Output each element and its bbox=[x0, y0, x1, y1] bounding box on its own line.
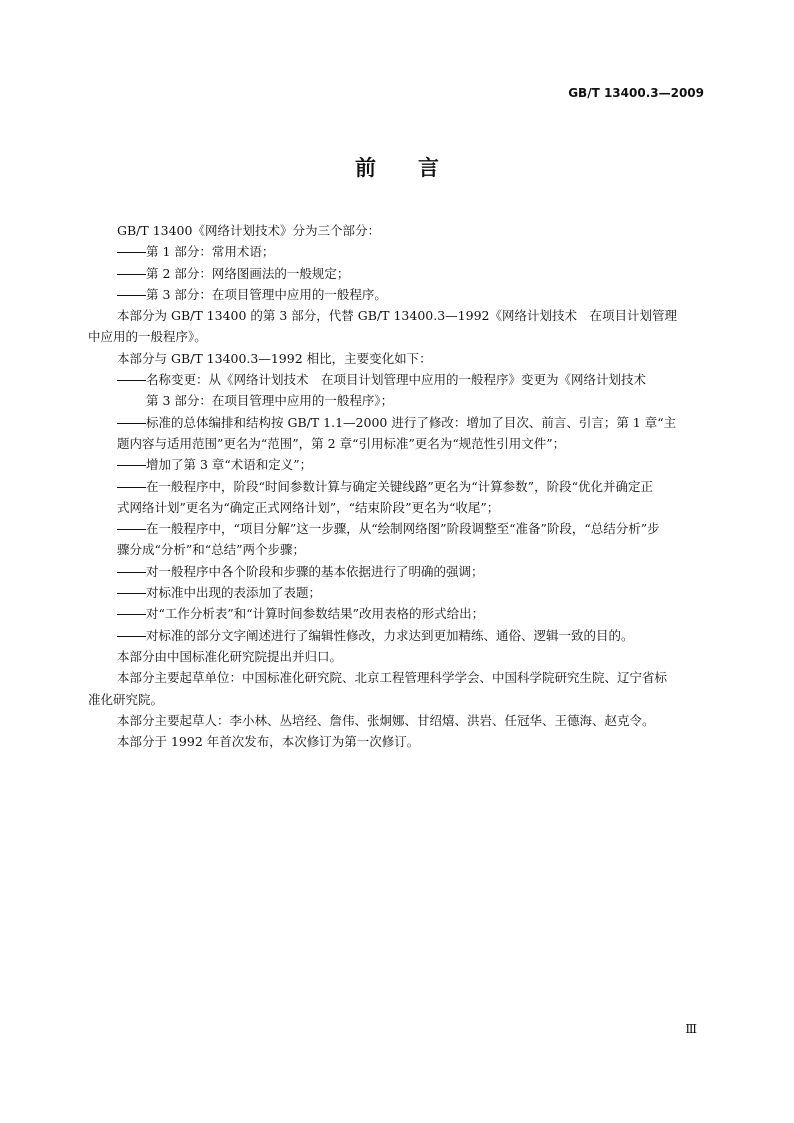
dash-mark bbox=[117, 465, 146, 466]
list-item-text: 增加了第 3 章“术语和定义”； bbox=[146, 457, 313, 473]
dash-mark bbox=[117, 572, 146, 573]
dash-mark bbox=[117, 487, 146, 488]
list-item-continuation: 骤分成“分析”和“总结”两个步骤； bbox=[117, 542, 306, 558]
dash-mark bbox=[117, 636, 146, 637]
paragraph-line: 本部分由中国标准化研究院提出并归口。 bbox=[117, 648, 343, 664]
paragraph-line: 本部分与 GB/T 13400.3—1992 相比，主要变化如下： bbox=[117, 350, 432, 366]
paragraph-line: 本部分于 1992 年首次发布，本次修订为第一次修订。 bbox=[117, 734, 420, 750]
list-item-text: 对“工作分析表”和“计算时间参数结果”改用表格的形式给出； bbox=[146, 606, 485, 622]
list-item-text: 第 2 部分：网络图画法的一般规定； bbox=[146, 265, 350, 281]
list-item-text: 对标准的部分文字阐述进行了编辑性修改，力求达到更加精练、通俗、逻辑一致的目的。 bbox=[146, 627, 634, 643]
dash-mark bbox=[117, 252, 146, 253]
list-item bbox=[117, 476, 707, 497]
dash-mark bbox=[117, 423, 146, 424]
paragraph-line: 本部分为 GB/T 13400 的第 3 部分，代替 GB/T 13400.3—1992《网络计划技术 在项目计划管理 bbox=[117, 308, 677, 324]
list-item bbox=[117, 454, 707, 475]
list-item bbox=[117, 561, 707, 582]
list-item bbox=[117, 284, 707, 305]
dash-mark bbox=[117, 274, 146, 275]
list-item-text: 在一般程序中，阶段“时间参数计算与确定关键线路”更名为“计算参数”，阶段“优化并确定正 bbox=[146, 478, 653, 494]
dash-mark bbox=[117, 529, 146, 530]
list-item bbox=[117, 625, 707, 646]
paragraph-line: 准化研究院。 bbox=[88, 691, 164, 707]
list-item-text: 第 3 部分：在项目管理中应用的一般程序。 bbox=[146, 286, 387, 302]
list-item-text: 标准的总体编排和结构按 GB/T 1.1—2000 进行了修改：增加了目次、前言、引言；第 1 章“主 bbox=[146, 414, 677, 430]
list-item bbox=[117, 241, 707, 262]
paragraph-line: 中应用的一般程序》。 bbox=[88, 329, 207, 345]
list-item bbox=[117, 412, 707, 433]
list-item-text: 对标准中出现的表添加了表题； bbox=[146, 585, 322, 601]
list-item-continuation: 式网络计划”更名为“确定正式网络计划”，“结束阶段”更名为“收尾”； bbox=[117, 499, 500, 515]
list-item bbox=[117, 263, 707, 284]
dash-mark bbox=[117, 295, 146, 296]
list-item-text: 第 1 部分：常用术语； bbox=[146, 244, 275, 260]
list-item-continuation: 题内容与适用范围”更名为“范围”，第 2 章“引用标准”更名为“规范性引用文件”； bbox=[117, 435, 566, 451]
paragraph-line: 本部分主要起草单位：中国标准化研究院、北京工程管理科学学会、中国科学院研究生院、辽宁省标 bbox=[117, 670, 668, 686]
list-item-text: 对一般程序中各个阶段和步骤的基本依据进行了明确的强调； bbox=[146, 563, 484, 579]
list-item bbox=[117, 582, 707, 603]
dash-mark bbox=[117, 380, 146, 381]
paragraph-line: GB/T 13400《网络计划技术》分为三个部分： bbox=[117, 223, 380, 238]
list-item bbox=[117, 603, 707, 624]
foreword-body bbox=[88, 220, 707, 752]
list-item bbox=[117, 518, 707, 539]
standard-number: GB/T 13400.3—2009 bbox=[568, 86, 704, 100]
list-item-text: 在一般程序中，“项目分解”这一步骤，从“绘制网络图”阶段调整至“准备”阶段，“总结分析”步 bbox=[146, 521, 660, 537]
paragraph-line: 本部分主要起草人：李小林、丛培经、詹伟、张炯娜、甘绍熺、洪岩、任冠华、王德海、赵克令。 bbox=[117, 712, 655, 728]
list-item bbox=[117, 369, 707, 390]
list-item-continuation: 第 3 部分：在项目管理中应用的一般程序》； bbox=[146, 393, 394, 409]
page-title: 前言 bbox=[355, 156, 481, 180]
dash-mark bbox=[117, 614, 146, 615]
dash-mark bbox=[117, 593, 146, 594]
list-item-text: 名称变更：从《网络计划技术 在项目计划管理中应用的一般程序》变更为《网络计划技术 bbox=[146, 372, 647, 388]
page-number: Ⅲ bbox=[685, 1022, 697, 1036]
